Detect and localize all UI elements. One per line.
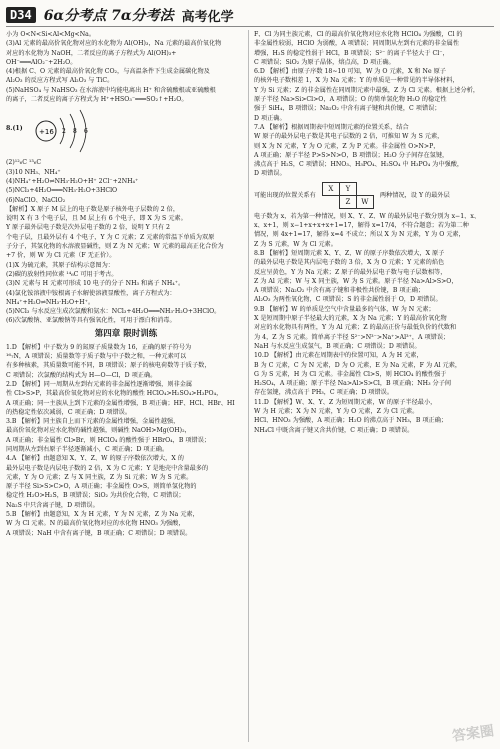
answer-line: (6)次氯酸钠、亚氯酸钠等具有强氧化性，可用于漂白和消毒。 bbox=[6, 317, 176, 325]
answer-line: NH₄⁺+H₂O⇌NH₃·H₂O+H⁺。 bbox=[6, 298, 95, 306]
answer-line: 则 X 为 N 元素，Y 为 O 元素，Z 为 P 元素。非金属性 O>N>P， bbox=[254, 142, 440, 150]
text-line: (5)NaHSO₄ 与 NaHSO₃ 在水溶液中均能电离出 H⁺ 和含硫酸根或亚硫酸根 bbox=[6, 86, 216, 94]
answer-line: 的核外电子数相差 1，X 为 Na 元素；Y 的单质是一种常见的半导体材料， bbox=[254, 77, 459, 85]
text-line: (4)根据 C、O 元素的最高价氧化物 CO₂，与高温条件下生成金属碳化物及 bbox=[6, 68, 210, 76]
left-top-text bbox=[6, 30, 246, 104]
answer-line: 9.B 【解析】W 的单质是空气中含量最多的气体，W 为 N 元素； bbox=[254, 305, 435, 313]
answer-line: 说明 X 有 3 个电子层，且 M 层上有 6 个电子，即 X 为 S 元素。 bbox=[6, 215, 187, 223]
text-line: 小为 O<N<Si<Al<Mg<Na。 bbox=[6, 31, 96, 38]
text-line: 对应的水化物为 NaOH，二者反应的离子方程式为 Al(OH)₃+ bbox=[6, 49, 177, 57]
text-line: 的离子，二者反应的离子方程式为 H⁺+HSO₃⁻═══SO₂↑+H₂O。 bbox=[6, 96, 188, 104]
answer-line: 3.B 【解析】同主族自上而下元素的金属性增强，金属性越强， bbox=[6, 418, 180, 426]
section-title: 第四章 限时训练 bbox=[94, 328, 158, 339]
answer-line: Y 为 Si 元素；Z 的非金属性在同周期元素中最强，Z 为 Cl 元素。根据上述分析， bbox=[254, 86, 480, 94]
answer-line: 反应呈黄色，Y 为 Na 元素；Z 原子的最外层电子数与电子层数相等， bbox=[254, 268, 447, 276]
answer-line: C 项错误；SiO₂ 为原子晶体，熔点高，D 项正确。 bbox=[254, 58, 395, 66]
answer-line: W 为 Cl 元素。N 的最高价氧化物对应的水化物 HNO₃ 为强酸， bbox=[6, 520, 185, 528]
grid-cell-x: X bbox=[322, 182, 339, 195]
right-question-list bbox=[254, 212, 494, 435]
left-question-list bbox=[6, 343, 246, 538]
answer-line: (6)NaClO、NaClO₂ bbox=[6, 196, 66, 204]
answer-line: 2.D 【解析】同一周期从左到右元素的非金属性逐渐增强，则非金属 bbox=[6, 380, 193, 388]
answer-line: 的热稳定性依次减弱，C 项正确；D 项错误。 bbox=[6, 408, 132, 416]
answer-line: 5.B 【解析】由题意知，X 为 H 元素，Y 为 N 元素，Z 为 Na 元素， bbox=[6, 511, 199, 519]
grid-caption: 可能出现的位置关系有 bbox=[254, 191, 316, 199]
left-column bbox=[6, 30, 246, 745]
answer-line: H₂SO₄，A 项正确；原子半径 Na>Al>S>Cl，B 项正确；NH₃ 分子间 bbox=[254, 380, 452, 388]
answer-line: 情况，则 4x+1=17，解得 x=4 不成立；所以 X 为 N 元素，Y 为 O 元素， bbox=[254, 231, 465, 239]
answer-line: Na₂S 中只含离子键，D 项错误。 bbox=[6, 501, 99, 509]
grid-cell-spacer bbox=[322, 195, 339, 208]
answer-line: (2)¹²₆C ¹³₆C bbox=[6, 159, 42, 167]
answer-line: 存在氢键，沸点高于 PH₃，C 项正确；D 项错误。 bbox=[254, 389, 394, 397]
grid-cell-z: Z bbox=[339, 195, 356, 208]
brand-logo: 6α分考点 7α分考法 bbox=[43, 8, 174, 24]
answer-line: Al₂O₃ 为两性氧化物，C 项错误；S 的非金属性弱于 O，D 项错误。 bbox=[254, 296, 442, 304]
answer-line: NH₄Cl 中既含离子键又含共价键，C 项正确；D 项错误。 bbox=[254, 426, 414, 434]
text-line: (3)Al 元素的最高价氧化物对应的水化物为 Al(OH)₃，Na 元素的最高价氧化物 bbox=[6, 40, 222, 48]
answer-line: ¹⁶₇N，A 项错误；质量数等于质子数与中子数之和，一种元素可以 bbox=[6, 353, 187, 361]
answer-line: Y 原子最外层电子数是次外层电子数的 2 倍，说明 Y 只有 2 bbox=[6, 224, 170, 232]
answer-line: 原子半径 Si>S>C>O，A 项正确；非金属性 O>S，则简单氢化物的 bbox=[6, 483, 197, 491]
answer-line: (3)10 NH₃、NH₄⁺ bbox=[6, 168, 61, 176]
answer-line: (1)X 为硫元素，其原子结构示意图为： bbox=[6, 261, 114, 269]
answer-line: C 项错误；次氯酸的结构式为 H—O—Cl，D 项正确。 bbox=[6, 371, 157, 379]
answer-line: 的最外层电子数是其内层电子数的 3 倍，X 为 O 元素；Y 元素的焰色 bbox=[254, 259, 445, 267]
answer-line: 元素，Y 为 O 元素；Z 与 X 同主族，Z 为 Si 元素；W 为 S 元素。 bbox=[6, 473, 193, 481]
answer-line: A 项错误；NaH 中含有离子键，B 项正确；C 项错误；D 项错误。 bbox=[6, 529, 192, 537]
page-number-badge: D34 bbox=[6, 7, 36, 23]
answer-line: (4)氯化铵溶液中铵根离子水解使溶液显酸性，离子方程式为： bbox=[6, 289, 176, 297]
answer-line: A 项正确；同一主族从上到下元素的金属性增强，B 项正确；HF、HCl、HBr、HI bbox=[6, 399, 235, 407]
text-line: Al₂O₃ 的反应方程式写 Al₂O₃ 与 TiC。 bbox=[6, 77, 114, 85]
periodic-position-row bbox=[254, 182, 494, 209]
svg-text:6: 6 bbox=[84, 128, 88, 136]
answer-line: 6.D 【解析】由原子序数 18~10 可知，W 为 O 元素，X 和 Ne 原子 bbox=[254, 68, 446, 76]
answer-line: A 项错误；Na₂O₂ 中含有离子键和非极性共价键，B 项正确； bbox=[254, 287, 425, 295]
periodic-grid bbox=[322, 182, 374, 209]
answer-line: 增强，H₂S 的稳定性弱于 HCl，B 项错误；S²⁻ 的离子半径大于 Cl⁻， bbox=[254, 49, 449, 57]
answer-line: 4.A 【解析】由题意知 X、Y、Z、W 的原子序数依次增大，X 的 bbox=[6, 455, 184, 463]
answer-line: 强于 SiH₄，B 项错误；Na₂O₂ 中含有离子键和共价键，C 项错误； bbox=[254, 105, 441, 113]
page-header bbox=[6, 4, 494, 27]
answer-line: 电子数为 x，若为第一种情况，则 X、Y、Z、W 的最外层电子数分别为 x−1、x、 bbox=[254, 212, 481, 220]
sulfur-atom-diagram bbox=[6, 106, 246, 156]
answer-line: 最外层电子数是内层电子数的 2 倍，X 为 C 元素；Y 是地壳中含量最多的 bbox=[6, 464, 209, 472]
answer-line: (5)NCl₃+4H₂O═══NH₃·H₂O+3HClO bbox=[6, 187, 118, 195]
text-line: OH⁻═══AlO₂⁻+2H₂O。 bbox=[6, 58, 77, 66]
answer-line: 稳定性 H₂O>H₂S，B 项错误；SiO₂ 为共价化合物，C 项错误； bbox=[6, 492, 185, 500]
answer-line: 原子半径 Na>Si>Cl>O，A 项错误；O 的简单氢化物 H₂O 的稳定性 bbox=[254, 96, 447, 104]
column-divider bbox=[248, 30, 249, 742]
grid-cell-y: Y bbox=[339, 182, 356, 195]
answer-line: 有多种核素，其质量数可能不同，B 项错误；原子的核电荷数等于质子数， bbox=[6, 362, 211, 370]
answer-line: +7 价，则 W 为 Cl 元素（F 无正价）。 bbox=[6, 252, 116, 260]
svg-text:+16: +16 bbox=[39, 128, 54, 137]
answer-line: 1.D 【解析】中子数为 9 的氮原子质量数为 16，正确的原子符号为 bbox=[6, 343, 192, 351]
right-column bbox=[254, 30, 494, 745]
watermark-logo: 答案圈 bbox=[451, 723, 496, 745]
answer-line: 对应的水化物具有两性，Y 为 Al 元素；Z 的最高正价与最低负价的代数和 bbox=[254, 324, 457, 332]
answer-line: A 项正确；原子半径 P>S>N>O，B 项错误；H₂O 分子间存在氢键， bbox=[254, 151, 449, 159]
answer-line: 【解析】X 原子 M 层上的电子数是原子核外电子层数的 2 倍， bbox=[6, 205, 180, 213]
answer-line: Z 为 Al 元素；W 与 X 同主族，W 为 S 元素。原子半径 Na>Al>S>O， bbox=[254, 277, 458, 285]
answer-line: (2)碳的放射性同位素 ¹⁴₆C 可用于考古。 bbox=[6, 270, 118, 278]
answer-line: Z 为 S 元素，W 为 Cl 元素。 bbox=[254, 240, 337, 248]
answer-line: 10.D 【解析】由元素在周期表中的位置可知，A 为 H 元素， bbox=[254, 352, 423, 360]
answer-line: B 为 C 元素，C 为 N 元素，D 为 O 元素，E 为 Na 元素，F 为 Al 元素， bbox=[254, 361, 462, 369]
answer-line: 11.D 【解析】W、X、Y、Z 为短周期元素，W 的原子半径最小， bbox=[254, 398, 437, 406]
question-8-label: 8.(1) bbox=[6, 125, 23, 133]
answer-line: (3)N 元素与 H 元素可形成 10 电子的分子 NH₃ 和离子 NH₄⁺。 bbox=[6, 280, 185, 288]
answer-line: 子分子，其氢化物的水溶液显碱性，则 Z 为 N 元素；W 元素的最高正化合价为 bbox=[6, 243, 224, 251]
answer-line: A 项正确；非金属性 Cl>Br，则 HClO₄ 的酸性强于 HBrO₄，B 项错误； bbox=[6, 436, 211, 444]
answer-line: W 为 H 元素；X 为 N 元素，Y 为 O 元素，Z 为 Cl 元素。 bbox=[254, 407, 419, 415]
answer-line: 性 Cl>S>P，其最高价氧化物对应的水化物的酸性 HClO₄>H₂SO₄>H₃PO₄， bbox=[6, 390, 223, 398]
answer-line: (4)NH₄⁺+H₂O⇌NH₃·H₂O+H⁺ 2Cl⁻+2NH₄⁺ bbox=[6, 177, 139, 185]
subject-title: 高考化学 bbox=[181, 9, 234, 25]
answer-line: 沸点高于 H₂S，C 项错误；HNO₃、H₃PO₄、H₂SO₄ 中 H₃PO₄ 为中强酸， bbox=[254, 161, 464, 169]
answer-line: W 原子的最外层电子数是其电子层数的 2 倍，可推知 W 为 S 元素， bbox=[254, 133, 444, 141]
answer-line: X 是短周期中原子半径最大的元素，X 为 Na 元素；Y 的最高价氧化物 bbox=[254, 315, 447, 323]
atom-structure-icon bbox=[28, 106, 118, 156]
grid-cell-w: W bbox=[356, 195, 373, 208]
answer-line: NaH 与水反应生成氢气，B 项正确；C 项错误；D 项错误。 bbox=[254, 342, 421, 350]
answer-line: 7.A 【解析】根据周期表中短周期元素的位置关系，结合 bbox=[254, 123, 409, 131]
answer-line: 同周期从左到右原子半径逐渐减小，C 项正确；D 项正确。 bbox=[6, 445, 169, 453]
answer-line: D 项正确。 bbox=[254, 114, 286, 122]
answer-line: 8.B 【解析】短周期元素 X、Y、Z、W 的原子序数依次增大，X 原子 bbox=[254, 249, 445, 257]
answer-line: 个电子层，且最外层有 4 个电子，Y 为 C 元素；Z 元素的常温下单质为双原 bbox=[6, 233, 215, 241]
right-top-text bbox=[254, 30, 494, 179]
question-8-answers bbox=[6, 158, 246, 325]
answer-line: 最高价氧化物对应水化物的碱性越强，则碱性 NaOH>Mg(OH)₂， bbox=[6, 427, 191, 435]
answer-line: (5)NCl₃ 与水反应生成次氯酸和氨水：NCl₃+4H₂O═══NH₃·H₂O+3HClO。 bbox=[6, 308, 221, 316]
answer-line: HCl、HNO₃ 为强酸，A 项正确；H₂O 的沸点高于 NH₃，B 项正确； bbox=[254, 417, 448, 425]
answer-line: F、Cl 为同主族元素，Cl 的最高价氧化物对应水化物 HClO₄ 为强酸，Cl 的 bbox=[254, 31, 463, 38]
answer-line: G 为 S 元素，H 为 Cl 元素。非金属性 Cl>S，则 HClO₄ 的酸性强于 bbox=[254, 370, 447, 378]
answer-line: 为 4，Z 为 S 元素。简单离子半径 S²⁻>N³⁻>Na⁺>Al³⁺，A 项错误； bbox=[254, 333, 450, 341]
grid-cell-empty bbox=[356, 182, 373, 195]
answer-line: 非金属性较弱，HClO 为弱酸，A 项错误；同周期从左到右元素的非金属性 bbox=[254, 40, 460, 48]
answer-line: x、x+1，则 x−1+x+x+x+1=17，解得 x=17/4，不符合题意；若为第二种 bbox=[254, 222, 469, 230]
svg-text:8: 8 bbox=[73, 128, 77, 136]
grid-tail: 两种情况，设 Y 的最外层 bbox=[379, 191, 450, 199]
answer-line: D 项错误。 bbox=[254, 170, 286, 178]
svg-text:2: 2 bbox=[62, 128, 66, 136]
